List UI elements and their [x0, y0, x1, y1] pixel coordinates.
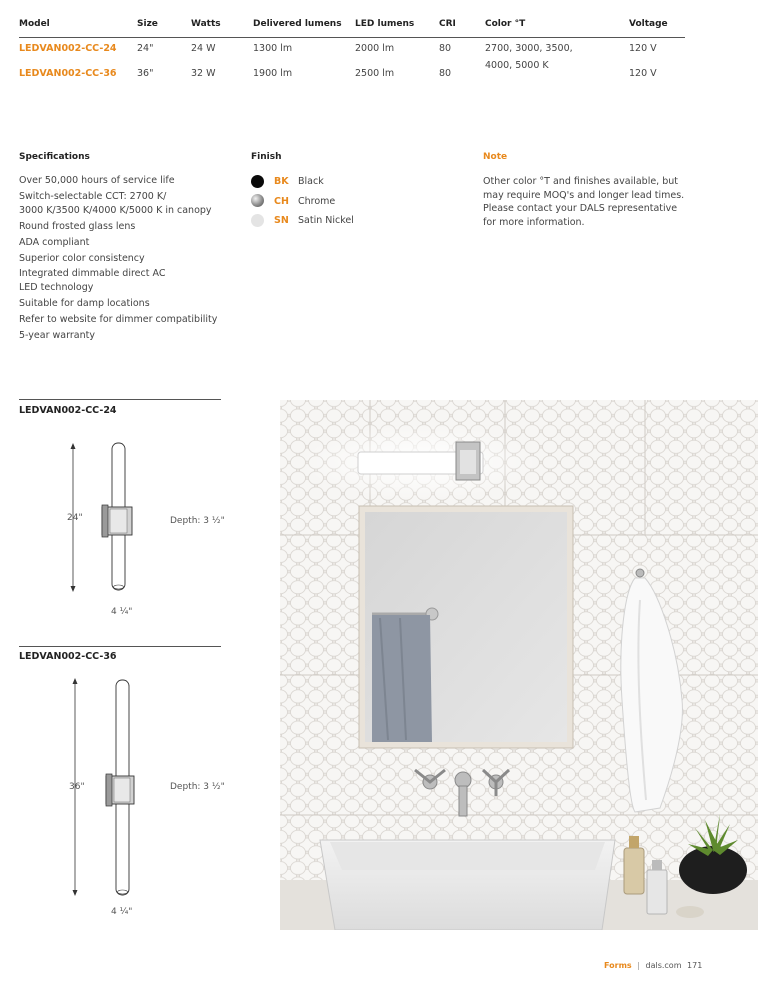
table-cell-cri: 80: [439, 68, 452, 79]
col-header-size: Size: [137, 19, 158, 29]
finish-code: CH: [274, 196, 289, 207]
footer-site: dals.com: [645, 961, 682, 970]
finish-swatch-black: [251, 175, 264, 188]
spec-line: Suitable for damp locations: [19, 298, 150, 309]
dim-title-rule: [19, 399, 221, 400]
col-header-color-temp: Color °T: [485, 19, 526, 29]
table-cell-led: 2500 lm: [355, 68, 395, 79]
spec-line: LED technology: [19, 282, 94, 293]
table-cell-voltage: 120 V: [629, 68, 657, 79]
finish-name: Chrome: [298, 196, 336, 207]
dim-title-rule: [19, 646, 221, 647]
table-cell-size: 24": [137, 43, 154, 54]
table-header-rule: [19, 37, 685, 38]
table-cell-size: 36": [137, 68, 154, 79]
finish-swatch-chrome: [251, 194, 264, 207]
specifications-list: [19, 173, 249, 344]
spec-line: 3000 K/3500 K/4000 K/5000 K in canopy: [19, 205, 212, 216]
finish-swatch-satin-nickel: [251, 214, 264, 227]
table-cell-led: 2000 lm: [355, 43, 395, 54]
bathroom-product-photo: [280, 400, 758, 930]
table-cell-cri: 80: [439, 43, 452, 54]
table-cell-color-temp: 2700, 3000, 3500,: [485, 43, 573, 54]
spec-line: 5-year warranty: [19, 330, 95, 341]
dim-height: 36": [69, 782, 85, 792]
spec-line: ADA compliant: [19, 237, 90, 248]
spec-line: Superior color consistency: [19, 253, 145, 264]
note-line: for more information.: [483, 216, 585, 228]
dim-title: LEDVAN002-CC-36: [19, 651, 117, 662]
specifications-title: Specifications: [19, 152, 90, 162]
footer-section: Forms: [604, 961, 632, 970]
table-cell-watts: 24 W: [191, 43, 216, 54]
table-cell-delivered: 1900 lm: [253, 68, 293, 79]
table-cell-watts: 32 W: [191, 68, 216, 79]
dim-height: 24": [67, 513, 83, 523]
note-title: Note: [483, 152, 508, 162]
note-line: Please contact your DALS representative: [483, 203, 678, 214]
dim-depth: Depth: 3 ½": [170, 516, 225, 526]
spec-line: Refer to website for dimmer compatibility: [19, 314, 218, 325]
footer-page-number: 171: [687, 961, 703, 970]
table-cell-voltage: 120 V: [629, 43, 657, 54]
note-line: Other color °T and finishes available, but: [483, 176, 678, 187]
dim-width: 4 ¼": [111, 907, 133, 917]
col-header-cri: CRI: [439, 19, 456, 29]
spec-line: Switch-selectable CCT: 2700 K/: [19, 191, 167, 202]
dim-depth: Depth: 3 ½": [170, 782, 225, 792]
finish-name: Black: [298, 176, 324, 187]
col-header-delivered-lumens: Delivered lumens: [253, 19, 342, 29]
col-header-watts: Watts: [191, 19, 221, 29]
dim-width: 4 ¼": [111, 607, 133, 617]
fixture-drawing-icon: [40, 435, 240, 625]
footer: [604, 961, 702, 970]
finish-code: BK: [274, 176, 289, 187]
spec-line: Over 50,000 hours of service life: [19, 175, 175, 186]
finish-code: SN: [274, 215, 289, 226]
note-line: may require MOQ's and longer lead times.: [483, 189, 685, 201]
spec-line: Round frosted glass lens: [19, 221, 136, 232]
col-header-voltage: Voltage: [629, 19, 668, 29]
spec-line: Integrated dimmable direct AC: [19, 268, 166, 279]
col-header-model: Model: [19, 19, 50, 29]
finish-name: Satin Nickel: [298, 215, 354, 226]
table-row-model: LEDVAN002-CC-36: [19, 68, 117, 79]
footer-divider: |: [637, 961, 640, 970]
dim-title: LEDVAN002-CC-24: [19, 405, 117, 416]
table-cell-delivered: 1300 lm: [253, 43, 293, 54]
col-header-led-lumens: LED lumens: [355, 19, 415, 29]
note-body: [483, 175, 713, 229]
finish-title: Finish: [251, 152, 282, 162]
table-row-model: LEDVAN002-CC-24: [19, 43, 117, 54]
table-cell-color-temp-cont: 4000, 5000 K: [485, 60, 549, 71]
